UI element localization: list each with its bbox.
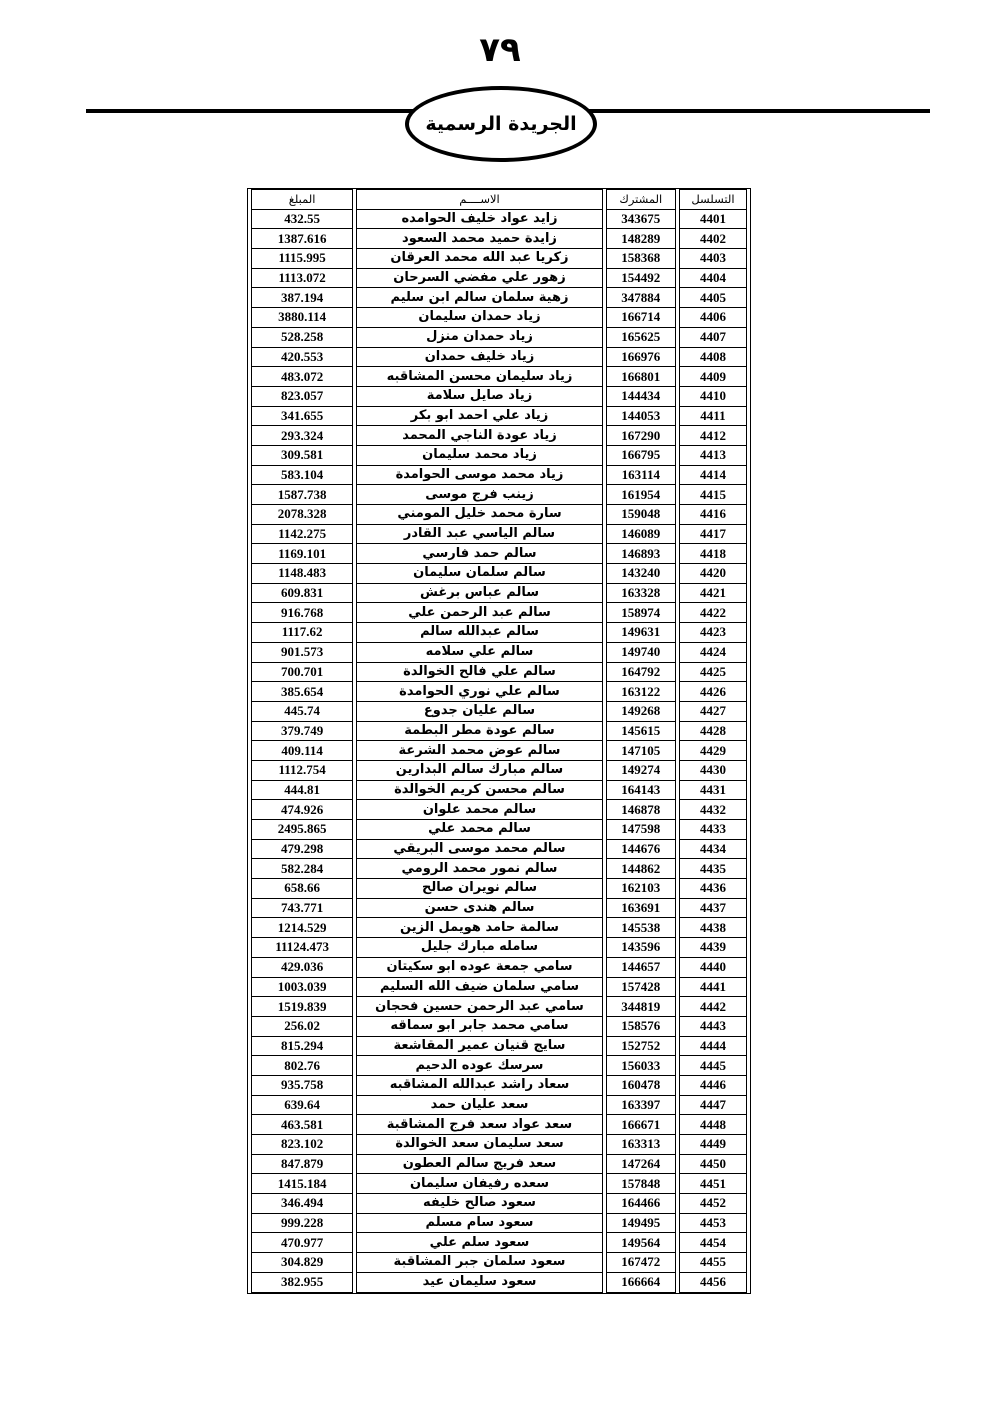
table-row (251, 1017, 747, 1037)
table-body (251, 210, 747, 1293)
cell-amount: 429.036 (251, 958, 353, 978)
cell-serial: 4406 (679, 308, 747, 328)
cell-amount: 420.553 (251, 348, 353, 368)
cell-subscriber: 166664 (606, 1273, 676, 1293)
cell-amount: 1113.072 (251, 269, 353, 289)
cell-subscriber: 164143 (606, 781, 676, 801)
table-row (251, 348, 747, 368)
cell-name: زينب فرج موسى (356, 485, 603, 505)
cell-serial: 4448 (679, 1115, 747, 1135)
cell-name: سالم محمد علوان (356, 800, 603, 820)
cell-serial: 4437 (679, 899, 747, 919)
cell-subscriber: 144657 (606, 958, 676, 978)
cell-subscriber: 143240 (606, 564, 676, 584)
table-row (251, 485, 747, 505)
cell-name: زياد سليمان محسن المشاقبه (356, 367, 603, 387)
cell-name: سالم عليان جدوع (356, 702, 603, 722)
cell-name: زهية سلمان سالم ابن سليم (356, 288, 603, 308)
cell-serial: 4438 (679, 918, 747, 938)
cell-subscriber: 161954 (606, 485, 676, 505)
cell-amount: 3880.114 (251, 308, 353, 328)
cell-subscriber: 147598 (606, 820, 676, 840)
table-row (251, 722, 747, 742)
cell-subscriber: 162103 (606, 879, 676, 899)
cell-amount: 474.926 (251, 800, 353, 820)
cell-name: سايج قنيان عمير المقاشعة (356, 1037, 603, 1057)
cell-name: سالم عبدالله سالم (356, 623, 603, 643)
cell-name: سالم نويران صالح (356, 879, 603, 899)
cell-subscriber: 146878 (606, 800, 676, 820)
cell-serial: 4450 (679, 1155, 747, 1175)
cell-name: سعود سام مسلم (356, 1214, 603, 1234)
cell-serial: 4407 (679, 328, 747, 348)
table-row (251, 505, 747, 525)
table-row (251, 1233, 747, 1253)
cell-subscriber: 343675 (606, 210, 676, 230)
cell-name: سرسك عوده الدحيم (356, 1056, 603, 1076)
cell-amount: 582.284 (251, 859, 353, 879)
cell-subscriber: 163114 (606, 466, 676, 486)
table-row (251, 1155, 747, 1175)
cell-subscriber: 145615 (606, 722, 676, 742)
cell-serial: 4454 (679, 1233, 747, 1253)
cell-amount: 1003.039 (251, 978, 353, 998)
cell-amount: 293.324 (251, 426, 353, 446)
table-row (251, 1135, 747, 1155)
cell-amount: 802.76 (251, 1056, 353, 1076)
cell-serial: 4433 (679, 820, 747, 840)
cell-amount: 935.758 (251, 1076, 353, 1096)
cell-serial: 4443 (679, 1017, 747, 1037)
cell-serial: 4447 (679, 1096, 747, 1116)
cell-amount: 815.294 (251, 1037, 353, 1057)
cell-amount: 639.64 (251, 1096, 353, 1116)
cell-subscriber: 158368 (606, 249, 676, 269)
cell-serial: 4429 (679, 741, 747, 761)
table-row (251, 1174, 747, 1194)
header-amount: المبلغ (251, 189, 353, 210)
cell-subscriber: 152752 (606, 1037, 676, 1057)
cell-subscriber: 166671 (606, 1115, 676, 1135)
table-row (251, 938, 747, 958)
table-row (251, 584, 747, 604)
cell-serial: 4408 (679, 348, 747, 368)
cell-name: سالم مبارك سالم البدارين (356, 761, 603, 781)
header-serial: التسلسل (679, 189, 747, 210)
cell-name: سامله مبارك جليل (356, 938, 603, 958)
cell-amount: 847.879 (251, 1155, 353, 1175)
cell-serial: 4446 (679, 1076, 747, 1096)
cell-amount: 528.258 (251, 328, 353, 348)
cell-name: سالم عبد الرحمن علي (356, 603, 603, 623)
table-row (251, 918, 747, 938)
table-row (251, 1253, 747, 1273)
cell-serial: 4422 (679, 603, 747, 623)
cell-amount: 382.955 (251, 1273, 353, 1293)
cell-amount: 379.749 (251, 722, 353, 742)
cell-name: زياد حمدان منزل (356, 328, 603, 348)
cell-amount: 823.102 (251, 1135, 353, 1155)
table-row (251, 859, 747, 879)
cell-name: سالم عودة مطر البطمة (356, 722, 603, 742)
cell-serial: 4411 (679, 407, 747, 427)
cell-name: سالم محمد علي (356, 820, 603, 840)
cell-name: سالم حمد فارسي (356, 544, 603, 564)
cell-amount: 1117.62 (251, 623, 353, 643)
cell-subscriber: 149564 (606, 1233, 676, 1253)
cell-subscriber: 147264 (606, 1155, 676, 1175)
table-row (251, 978, 747, 998)
cell-serial: 4415 (679, 485, 747, 505)
cell-serial: 4405 (679, 288, 747, 308)
table-row (251, 1214, 747, 1234)
cell-serial: 4428 (679, 722, 747, 742)
cell-serial: 4409 (679, 367, 747, 387)
table-row (251, 702, 747, 722)
cell-serial: 4410 (679, 387, 747, 407)
cell-serial: 4424 (679, 643, 747, 663)
cell-subscriber: 145538 (606, 918, 676, 938)
cell-subscriber: 344819 (606, 997, 676, 1017)
cell-amount: 483.072 (251, 367, 353, 387)
cell-amount: 341.655 (251, 407, 353, 427)
cell-subscriber: 149274 (606, 761, 676, 781)
table-row (251, 1037, 747, 1057)
table-row (251, 840, 747, 860)
table-row (251, 308, 747, 328)
cell-name: سالم علي نوري الحوامدة (356, 682, 603, 702)
cell-name: سعد سليمان سعد الخوالدة (356, 1135, 603, 1155)
cell-amount: 385.654 (251, 682, 353, 702)
table-row (251, 367, 747, 387)
cell-subscriber: 156033 (606, 1056, 676, 1076)
cell-amount: 11124.473 (251, 938, 353, 958)
table-row (251, 249, 747, 269)
cell-amount: 304.829 (251, 1253, 353, 1273)
table-row (251, 761, 747, 781)
subscribers-table (247, 188, 751, 1294)
cell-name: زكريا عبد الله محمد العرقان (356, 249, 603, 269)
cell-amount: 1519.839 (251, 997, 353, 1017)
cell-amount: 1112.754 (251, 761, 353, 781)
table-row (251, 1194, 747, 1214)
cell-subscriber: 163313 (606, 1135, 676, 1155)
cell-subscriber: 163691 (606, 899, 676, 919)
cell-subscriber: 147105 (606, 741, 676, 761)
cell-name: سالم عباس برغش (356, 584, 603, 604)
table-row (251, 1115, 747, 1135)
cell-serial: 4430 (679, 761, 747, 781)
cell-subscriber: 166714 (606, 308, 676, 328)
cell-name: سالم محسن كريم الخوالدة (356, 781, 603, 801)
cell-amount: 463.581 (251, 1115, 353, 1135)
table-row (251, 1056, 747, 1076)
cell-serial: 4414 (679, 466, 747, 486)
cell-amount: 256.02 (251, 1017, 353, 1037)
cell-serial: 4449 (679, 1135, 747, 1155)
table-row (251, 426, 747, 446)
cell-name: سعود سليمان عيد (356, 1273, 603, 1293)
cell-subscriber: 165625 (606, 328, 676, 348)
cell-name: زياد علي احمد ابو بكر (356, 407, 603, 427)
cell-serial: 4431 (679, 781, 747, 801)
table-row (251, 269, 747, 289)
table-header-row (251, 189, 747, 210)
table-row (251, 997, 747, 1017)
cell-serial: 4418 (679, 544, 747, 564)
cell-amount: 432.55 (251, 210, 353, 230)
cell-name: سعده رفيفان سليمان (356, 1174, 603, 1194)
cell-serial: 4434 (679, 840, 747, 860)
cell-name: سارة محمد خليل المومني (356, 505, 603, 525)
cell-amount: 700.701 (251, 663, 353, 683)
cell-amount: 444.81 (251, 781, 353, 801)
cell-serial: 4445 (679, 1056, 747, 1076)
table-row (251, 1076, 747, 1096)
cell-subscriber: 148289 (606, 229, 676, 249)
cell-serial: 4439 (679, 938, 747, 958)
cell-serial: 4451 (679, 1174, 747, 1194)
cell-name: سعد عواد سعد فرج المشاقبة (356, 1115, 603, 1135)
cell-serial: 4425 (679, 663, 747, 683)
cell-name: زياد حمدان سليمان (356, 308, 603, 328)
cell-subscriber: 158974 (606, 603, 676, 623)
cell-amount: 2495.865 (251, 820, 353, 840)
cell-subscriber: 144434 (606, 387, 676, 407)
cell-serial: 4403 (679, 249, 747, 269)
cell-serial: 4412 (679, 426, 747, 446)
cell-name: سامي محمد جابر ابو سماقه (356, 1017, 603, 1037)
cell-serial: 4413 (679, 446, 747, 466)
cell-amount: 1387.616 (251, 229, 353, 249)
table-row (251, 1096, 747, 1116)
cell-serial: 4456 (679, 1273, 747, 1293)
cell-subscriber: 166801 (606, 367, 676, 387)
table-row (251, 879, 747, 899)
cell-name: سالم الياسي عبد القادر (356, 525, 603, 545)
table-row (251, 741, 747, 761)
cell-subscriber: 159048 (606, 505, 676, 525)
cell-name: سالم عوض محمد الشرعة (356, 741, 603, 761)
cell-amount: 743.771 (251, 899, 353, 919)
cell-subscriber: 144862 (606, 859, 676, 879)
cell-serial: 4402 (679, 229, 747, 249)
cell-subscriber: 163328 (606, 584, 676, 604)
cell-serial: 4444 (679, 1037, 747, 1057)
cell-serial: 4442 (679, 997, 747, 1017)
cell-subscriber: 154492 (606, 269, 676, 289)
cell-amount: 1587.738 (251, 485, 353, 505)
cell-subscriber: 158576 (606, 1017, 676, 1037)
cell-name: سالم علي سلامه (356, 643, 603, 663)
table-row (251, 564, 747, 584)
cell-amount: 387.194 (251, 288, 353, 308)
cell-subscriber: 146089 (606, 525, 676, 545)
cell-serial: 4421 (679, 584, 747, 604)
cell-name: سالم هندى حسن (356, 899, 603, 919)
cell-amount: 658.66 (251, 879, 353, 899)
table-row (251, 682, 747, 702)
cell-name: سالم محمد موسى البريقي (356, 840, 603, 860)
table-row (251, 387, 747, 407)
table-row (251, 544, 747, 564)
cell-name: سعود سلمان جبر المشاقبة (356, 1253, 603, 1273)
cell-subscriber: 163397 (606, 1096, 676, 1116)
cell-amount: 916.768 (251, 603, 353, 623)
cell-amount: 1214.529 (251, 918, 353, 938)
cell-amount: 823.057 (251, 387, 353, 407)
cell-serial: 4420 (679, 564, 747, 584)
cell-subscriber: 166976 (606, 348, 676, 368)
cell-name: سالم سلمان سليمان (356, 564, 603, 584)
cell-amount: 445.74 (251, 702, 353, 722)
cell-name: سعود صالح خليفه (356, 1194, 603, 1214)
cell-amount: 901.573 (251, 643, 353, 663)
cell-subscriber: 347884 (606, 288, 676, 308)
cell-subscriber: 149740 (606, 643, 676, 663)
cell-subscriber: 143596 (606, 938, 676, 958)
cell-amount: 1169.101 (251, 544, 353, 564)
gazette-title-oval (405, 86, 597, 162)
cell-name: سامي عبد الرحمن حسين فحجان (356, 997, 603, 1017)
cell-serial: 4436 (679, 879, 747, 899)
table-row (251, 229, 747, 249)
cell-amount: 409.114 (251, 741, 353, 761)
header-name: الاســــم (356, 189, 603, 210)
cell-name: زياد عودة الناجي المحمد (356, 426, 603, 446)
table-row (251, 663, 747, 683)
cell-amount: 583.104 (251, 466, 353, 486)
table-row (251, 820, 747, 840)
cell-amount: 999.228 (251, 1214, 353, 1234)
cell-subscriber: 164466 (606, 1194, 676, 1214)
cell-amount: 2078.328 (251, 505, 353, 525)
cell-name: سعد عليان حمد (356, 1096, 603, 1116)
table-row (251, 958, 747, 978)
cell-name: سالم نمور محمد الرومي (356, 859, 603, 879)
table-row (251, 210, 747, 230)
table-row (251, 643, 747, 663)
cell-subscriber: 167472 (606, 1253, 676, 1273)
cell-amount: 346.494 (251, 1194, 353, 1214)
cell-subscriber: 167290 (606, 426, 676, 446)
cell-subscriber: 163122 (606, 682, 676, 702)
cell-subscriber: 146893 (606, 544, 676, 564)
cell-serial: 4440 (679, 958, 747, 978)
cell-name: سالمة حامد هويمل الزين (356, 918, 603, 938)
cell-name: زهور علي مفضي السرحان (356, 269, 603, 289)
cell-subscriber: 149268 (606, 702, 676, 722)
cell-serial: 4404 (679, 269, 747, 289)
cell-name: سعد فريج سالم العطون (356, 1155, 603, 1175)
page-number: ٧٩ (479, 30, 521, 70)
table-row (251, 899, 747, 919)
table-row (251, 525, 747, 545)
cell-serial: 4426 (679, 682, 747, 702)
cell-serial: 4435 (679, 859, 747, 879)
cell-subscriber: 149631 (606, 623, 676, 643)
cell-serial: 4453 (679, 1214, 747, 1234)
cell-name: سعود سلم علي (356, 1233, 603, 1253)
cell-serial: 4427 (679, 702, 747, 722)
cell-subscriber: 166795 (606, 446, 676, 466)
cell-name: سامي جمعة عوده ابو سكيتان (356, 958, 603, 978)
cell-amount: 479.298 (251, 840, 353, 860)
cell-name: زياد خليف حمدان (356, 348, 603, 368)
cell-name: زياد محمد سليمان (356, 446, 603, 466)
table-row (251, 781, 747, 801)
table-row (251, 288, 747, 308)
cell-subscriber: 157428 (606, 978, 676, 998)
cell-subscriber: 164792 (606, 663, 676, 683)
table-row (251, 623, 747, 643)
cell-name: زايدة حميد محمد السعود (356, 229, 603, 249)
cell-serial: 4455 (679, 1253, 747, 1273)
cell-subscriber: 160478 (606, 1076, 676, 1096)
cell-subscriber: 157848 (606, 1174, 676, 1194)
header-subscriber: المشترك (606, 189, 676, 210)
cell-amount: 309.581 (251, 446, 353, 466)
cell-name: زياد صايل سلامة (356, 387, 603, 407)
cell-serial: 4401 (679, 210, 747, 230)
table-row (251, 328, 747, 348)
cell-serial: 4416 (679, 505, 747, 525)
gazette-title: الجريدة الرسمية (425, 113, 577, 135)
cell-name: زياد محمد موسى الحوامدة (356, 466, 603, 486)
cell-serial: 4417 (679, 525, 747, 545)
cell-name: زايد عواد خليف الحوامده (356, 210, 603, 230)
cell-name: سالم علي فالح الخوالدة (356, 663, 603, 683)
cell-amount: 1148.483 (251, 564, 353, 584)
table-row (251, 603, 747, 623)
cell-subscriber: 144676 (606, 840, 676, 860)
cell-name: سامي سلمان ضيف الله السليم (356, 978, 603, 998)
cell-serial: 4452 (679, 1194, 747, 1214)
cell-serial: 4432 (679, 800, 747, 820)
cell-amount: 609.831 (251, 584, 353, 604)
cell-amount: 470.977 (251, 1233, 353, 1253)
cell-amount: 1415.184 (251, 1174, 353, 1194)
table-row (251, 800, 747, 820)
cell-amount: 1142.275 (251, 525, 353, 545)
cell-subscriber: 144053 (606, 407, 676, 427)
table-row (251, 1273, 747, 1293)
cell-serial: 4423 (679, 623, 747, 643)
cell-serial: 4441 (679, 978, 747, 998)
table-row (251, 466, 747, 486)
cell-amount: 1115.995 (251, 249, 353, 269)
table-row (251, 407, 747, 427)
table-row (251, 446, 747, 466)
cell-name: سعاد راشد عبدالله المشاقبه (356, 1076, 603, 1096)
cell-subscriber: 149495 (606, 1214, 676, 1234)
